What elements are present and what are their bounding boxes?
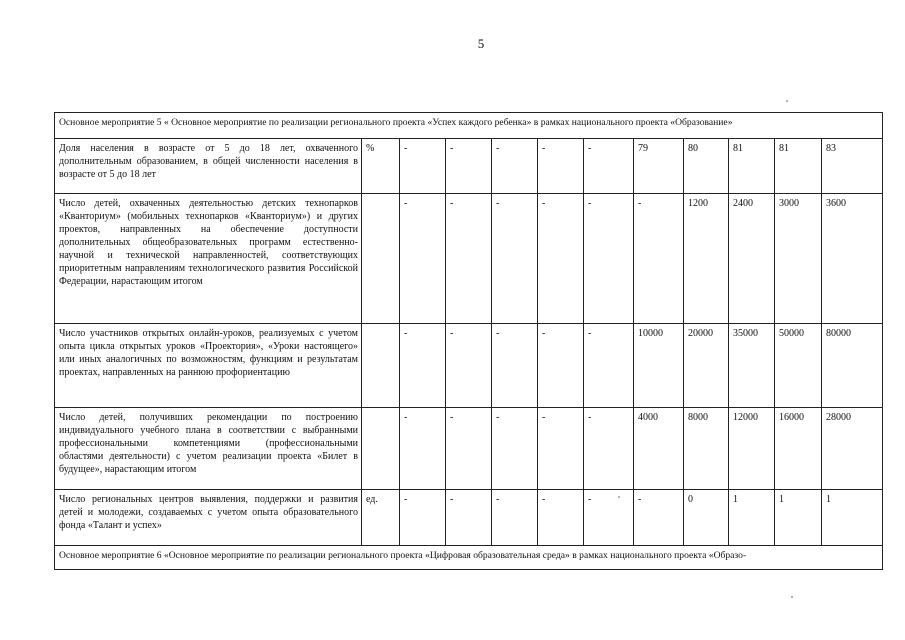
- value-cell: -: [492, 408, 538, 490]
- scan-speck: [786, 100, 788, 102]
- page-number: 5: [477, 36, 485, 51]
- value-cell: 1200: [684, 194, 729, 324]
- indicator-cell: Доля населения в возрасте от 5 до 18 лет, охваченного дополнительным образованием, в общей численности населения в возрасте от 5 до 18 лет: [55, 139, 362, 194]
- unit-cell: %: [362, 139, 400, 194]
- section-title: Основное мероприятие 6 «Основное мероприятие по реализации регионального проекта «Цифровая образовательная среда» в рамках национального проекта «Образо-: [55, 546, 883, 570]
- value-cell: -: [634, 490, 684, 546]
- value-cell: 2400: [729, 194, 775, 324]
- value-cell: -: [446, 408, 492, 490]
- value-cell: 28000: [822, 408, 883, 490]
- value-cell: 80: [684, 139, 729, 194]
- value-cell: -: [584, 490, 634, 546]
- value-cell: -: [584, 324, 634, 408]
- scan-speck: [618, 496, 620, 498]
- value-cell: 50000: [775, 324, 822, 408]
- unit-cell: [362, 324, 400, 408]
- table-row: [55, 324, 883, 408]
- value-cell: 12000: [729, 408, 775, 490]
- value-cell: -: [400, 408, 446, 490]
- value-cell: 79: [634, 139, 684, 194]
- value-cell: -: [492, 490, 538, 546]
- table-row: [55, 139, 883, 194]
- unit-cell: [362, 194, 400, 324]
- value-cell: -: [400, 194, 446, 324]
- value-cell: -: [446, 139, 492, 194]
- unit-cell: [362, 408, 400, 490]
- value-cell: 81: [775, 139, 822, 194]
- indicator-cell: Число детей, получивших рекомендации по построению индивидуального учебного плана в соответствии с выбранными профессиональными компетенциями (профессиональными областями деятельности) с учетом реализации проекта «Билет в будущее», нарастающим итогом: [55, 408, 362, 490]
- value-cell: 81: [729, 139, 775, 194]
- value-cell: 8000: [684, 408, 729, 490]
- value-cell: -: [584, 139, 634, 194]
- value-cell: -: [400, 324, 446, 408]
- value-cell: -: [538, 490, 584, 546]
- table-row: [55, 490, 883, 546]
- value-cell: -: [584, 194, 634, 324]
- value-cell: -: [492, 194, 538, 324]
- value-cell: 0: [684, 490, 729, 546]
- value-cell: -: [584, 408, 634, 490]
- value-cell: -: [538, 139, 584, 194]
- scan-speck: [791, 596, 793, 598]
- section-header-row: [55, 113, 883, 139]
- value-cell: 3000: [775, 194, 822, 324]
- value-cell: 3600: [822, 194, 883, 324]
- value-cell: -: [538, 194, 584, 324]
- value-cell: -: [446, 194, 492, 324]
- unit-cell: ед.: [362, 490, 400, 546]
- value-cell: 10000: [634, 324, 684, 408]
- value-cell: -: [446, 324, 492, 408]
- indicators-table: [54, 112, 883, 570]
- value-cell: 1: [729, 490, 775, 546]
- value-cell: 1: [822, 490, 883, 546]
- value-cell: 1: [775, 490, 822, 546]
- value-cell: 83: [822, 139, 883, 194]
- value-cell: -: [492, 324, 538, 408]
- section-title: Основное мероприятие 5 « Основное мероприятие по реализации регионального проекта «Успех каждого ребенка» в рамках национального проекта «Образование»: [55, 113, 883, 139]
- value-cell: 4000: [634, 408, 684, 490]
- value-cell: -: [634, 194, 684, 324]
- section-header-row: [55, 546, 883, 570]
- value-cell: 80000: [822, 324, 883, 408]
- value-cell: -: [538, 324, 584, 408]
- value-cell: 20000: [684, 324, 729, 408]
- value-cell: -: [400, 139, 446, 194]
- value-cell: -: [492, 139, 538, 194]
- value-cell: 16000: [775, 408, 822, 490]
- value-cell: 35000: [729, 324, 775, 408]
- value-cell: -: [446, 490, 492, 546]
- indicator-cell: Число региональных центров выявления, поддержки и развития детей и молодежи, создаваемых с учетом опыта образовательного фонда «Талант и успех»: [55, 490, 362, 546]
- value-cell: -: [400, 490, 446, 546]
- indicator-cell: Число детей, охваченных деятельностью детских технопарков «Кванториум» (мобильных технопарков «Кванториум») и других проектов, направленных на обеспечение доступности дополнительных общеобразовательных программ естественно-научной и технической направленностей, соответствующих приоритетным направлениям технологического развития Российской Федерации, нарастающим итогом: [55, 194, 362, 324]
- value-cell: -: [538, 408, 584, 490]
- table-row: [55, 194, 883, 324]
- table-row: [55, 408, 883, 490]
- indicator-cell: Число участников открытых онлайн-уроков, реализуемых с учетом опыта цикла открытых уроков «Проектория», «Уроки настоящего» или иных аналогичных по возможностям, функциям и результатам проектах, направленных на раннюю профориентацию: [55, 324, 362, 408]
